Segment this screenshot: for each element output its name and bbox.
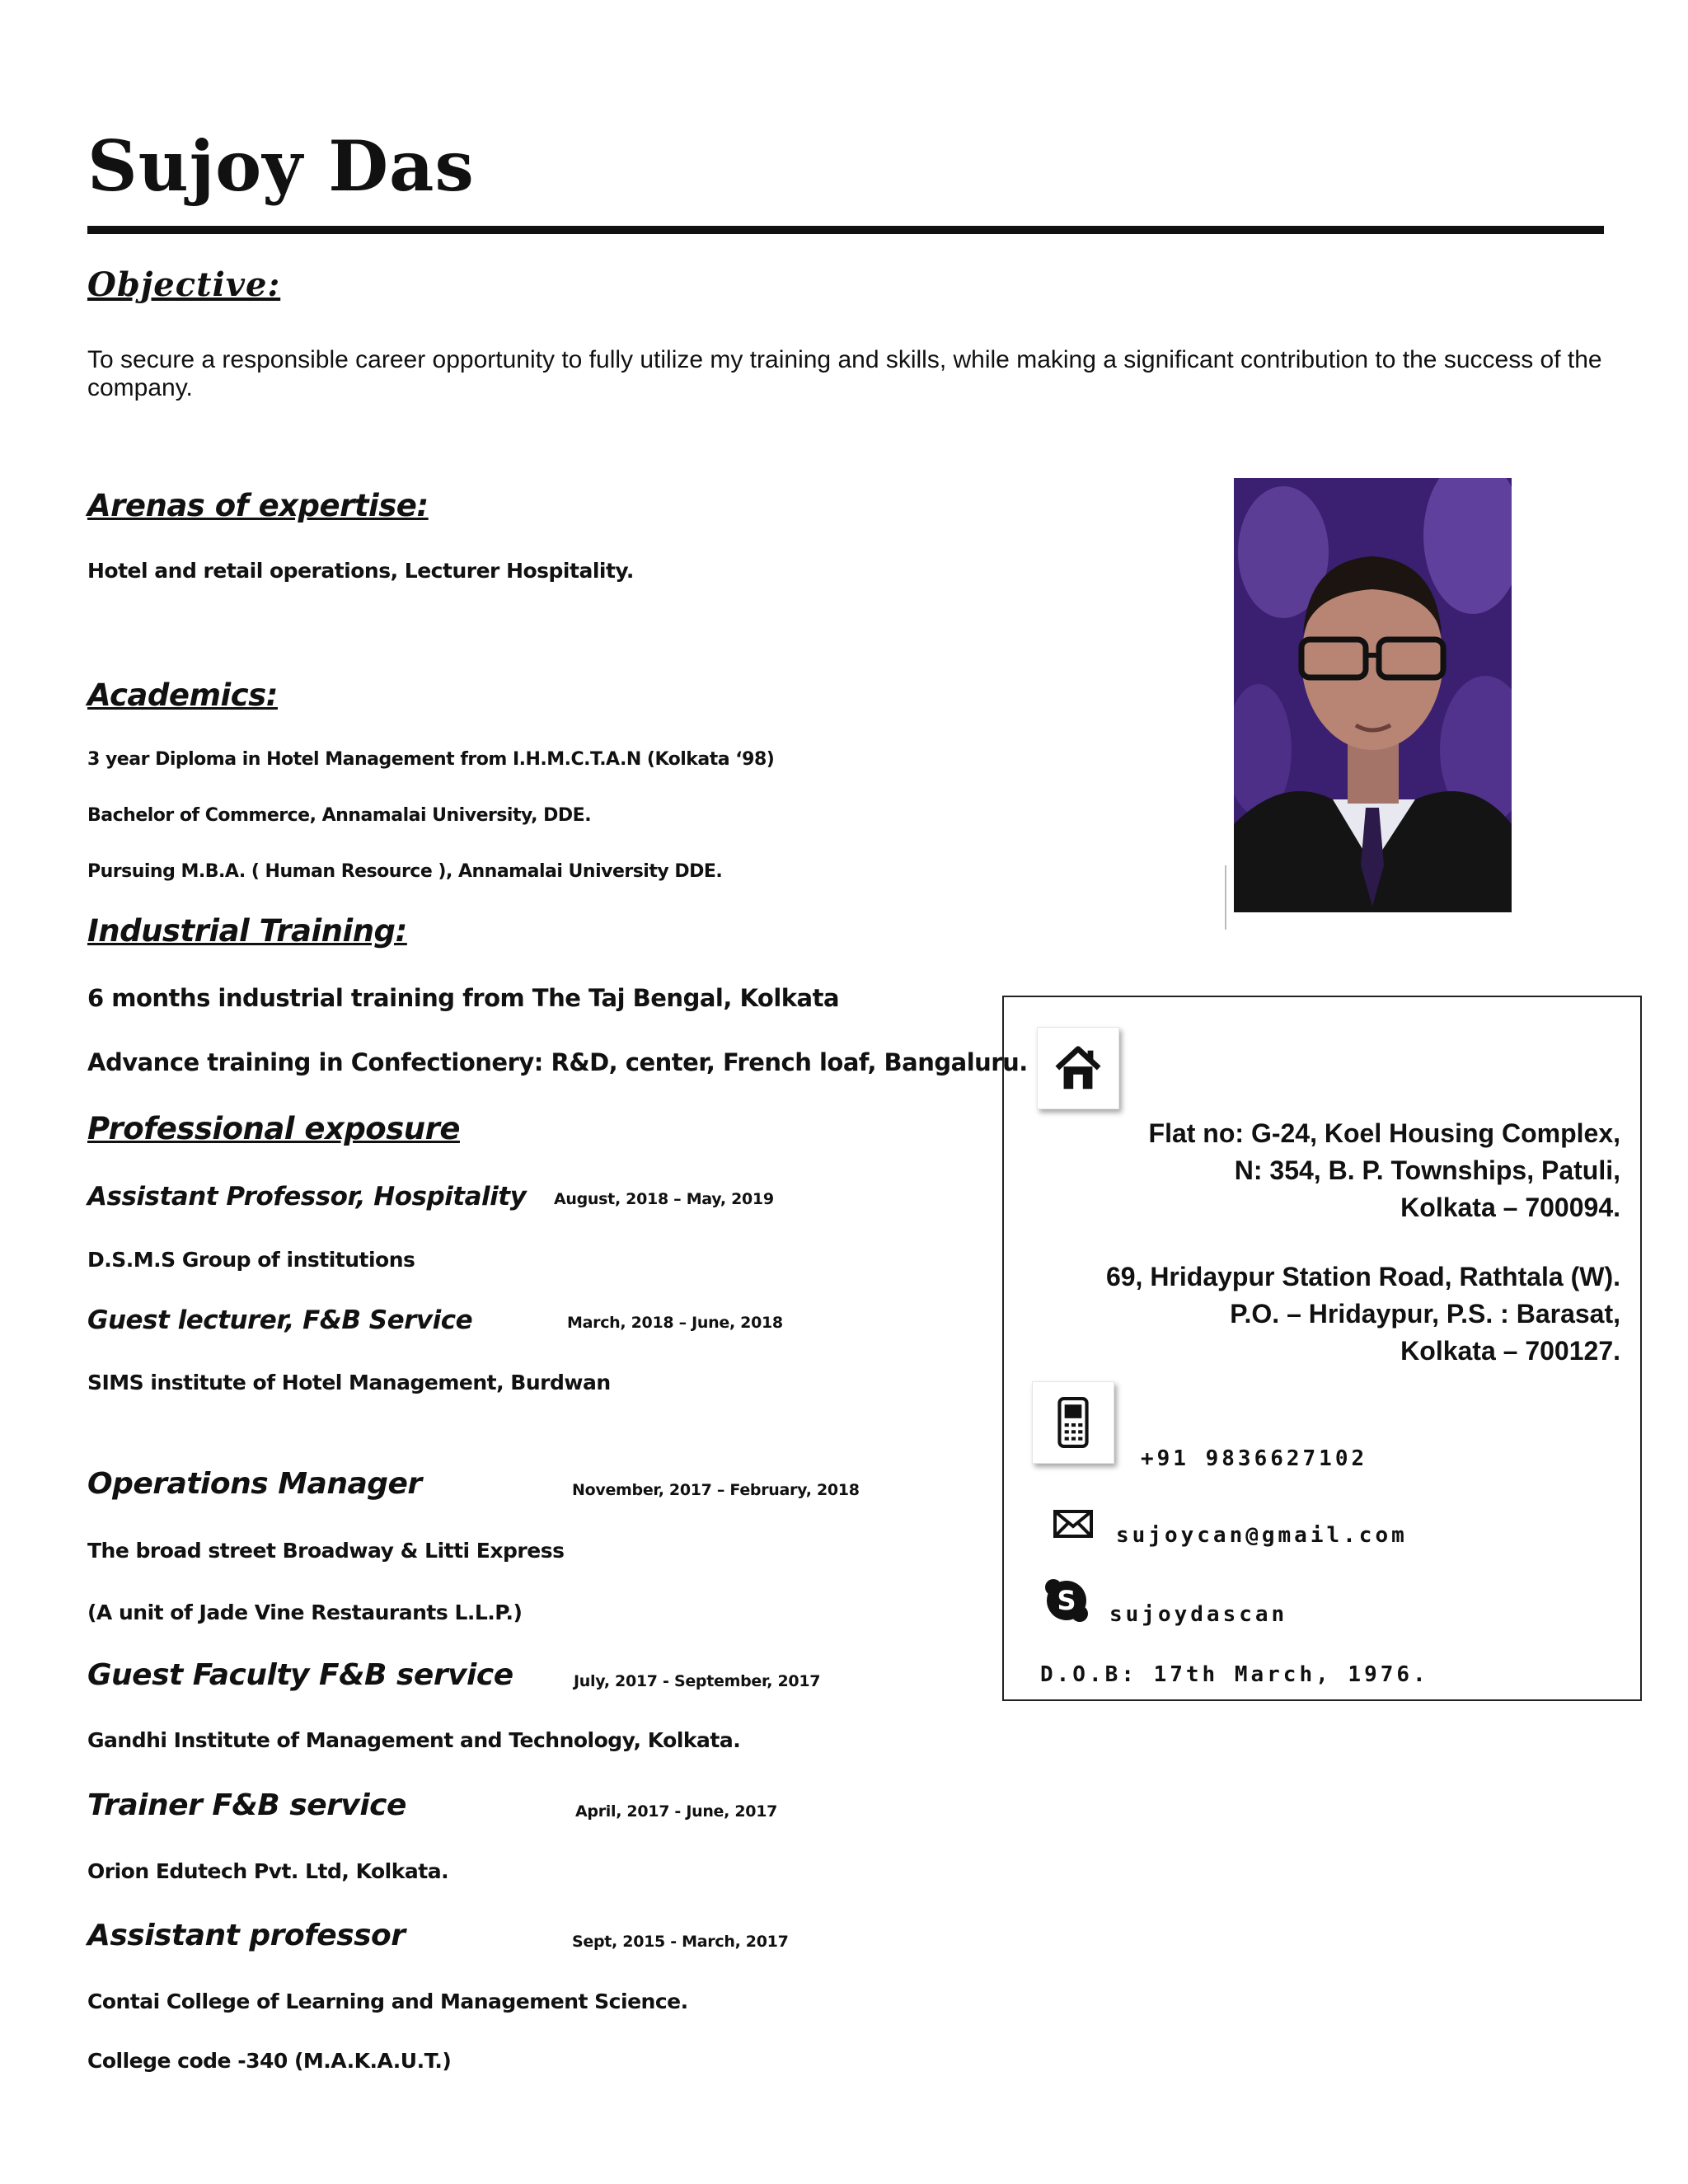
professional-heading: Professional exposure xyxy=(87,1111,460,1146)
job-role: Assistant professor xyxy=(87,1919,406,1952)
job-organization-note: (A unit of Jade Vine Restaurants L.L.P.) xyxy=(87,1601,523,1624)
job-dates: November, 2017 – February, 2018 xyxy=(572,1481,860,1499)
job-role: Operations Manager xyxy=(87,1467,422,1501)
academics-item: Pursuing M.B.A. ( Human Resource ), Annamalai University DDE. xyxy=(87,861,723,882)
training-item: Advance training in Confectionery: R&D, center, French loaf, Bangaluru. xyxy=(87,1048,1028,1076)
job-dates: April, 2017 - June, 2017 xyxy=(575,1802,778,1821)
envelope-icon xyxy=(1053,1510,1093,1542)
job-organization-note: College code -340 (M.A.K.A.U.T.) xyxy=(87,2049,452,2073)
job-dates: March, 2018 – June, 2018 xyxy=(567,1314,783,1332)
candidate-name: Sujoy Das xyxy=(87,125,475,207)
divider-line xyxy=(1225,865,1226,930)
address-primary xyxy=(1149,1115,1620,1226)
job-role: Guest Faculty F&B service xyxy=(87,1658,513,1692)
job-dates: July, 2017 - September, 2017 xyxy=(574,1672,821,1690)
address-line: P.O. – Hridaypur, P.S. : Barasat, xyxy=(1230,1299,1620,1329)
job-organization: The broad street Broadway & Litti Express xyxy=(87,1539,565,1563)
date-of-birth: D.O.B: 17th March, 1976. xyxy=(1040,1662,1429,1687)
home-icon xyxy=(1037,1027,1119,1109)
job-role: Trainer F&B service xyxy=(87,1788,406,1822)
academics-item: Bachelor of Commerce, Annamalai University, DDE. xyxy=(87,805,592,826)
job-organization: SIMS institute of Hotel Management, Burdwan xyxy=(87,1371,611,1394)
address-line: Kolkata – 700094. xyxy=(1400,1193,1620,1222)
expertise-text: Hotel and retail operations, Lecturer Hospitality. xyxy=(87,559,634,583)
svg-text:S: S xyxy=(1057,1585,1076,1616)
email-address[interactable]: sujoycan@gmail.com xyxy=(1116,1523,1408,1548)
job-dates: August, 2018 – May, 2019 xyxy=(554,1190,774,1208)
mobile-phone-icon xyxy=(1032,1381,1114,1464)
job-organization: Contai College of Learning and Management Science. xyxy=(87,1990,688,2013)
objective-text: To secure a responsible career opportunity to fully utilize my training and skills, while making a significant contribution to the success of the company. xyxy=(87,346,1602,401)
skype-handle: sujoydascan xyxy=(1109,1602,1288,1627)
address-line: Kolkata – 700127. xyxy=(1400,1336,1620,1366)
training-heading: Industrial Training: xyxy=(87,913,407,949)
skype-icon xyxy=(1043,1577,1090,1628)
job-dates: Sept, 2015 - March, 2017 xyxy=(572,1933,789,1951)
academics-item: 3 year Diploma in Hotel Management from I.H.M.C.T.A.N (Kolkata ‘98) xyxy=(87,749,775,770)
training-item: 6 months industrial training from The Taj Bengal, Kolkata xyxy=(87,984,840,1012)
address-line: Flat no: G-24, Koel Housing Complex, xyxy=(1148,1118,1620,1148)
job-role: Assistant Professor, Hospitality xyxy=(87,1182,527,1212)
academics-heading: Academics: xyxy=(87,677,278,713)
profile-photo xyxy=(1234,478,1512,912)
job-organization: Gandhi Institute of Management and Technology, Kolkata. xyxy=(87,1728,741,1752)
job-role: Guest lecturer, F&B Service xyxy=(87,1305,473,1335)
address-line: 69, Hridaypur Station Road, Rathtala (W). xyxy=(1105,1262,1620,1291)
header-divider xyxy=(87,226,1604,234)
phone-number: +91 9836627102 xyxy=(1141,1446,1368,1471)
address-secondary xyxy=(1106,1258,1620,1370)
address-line: N: 354, B. P. Townships, Patuli, xyxy=(1234,1155,1620,1185)
objective-heading: Objective: xyxy=(87,265,281,304)
job-organization: D.S.M.S Group of institutions xyxy=(87,1248,415,1272)
expertise-heading: Arenas of expertise: xyxy=(87,488,429,523)
job-organization: Orion Edutech Pvt. Ltd, Kolkata. xyxy=(87,1859,449,1883)
